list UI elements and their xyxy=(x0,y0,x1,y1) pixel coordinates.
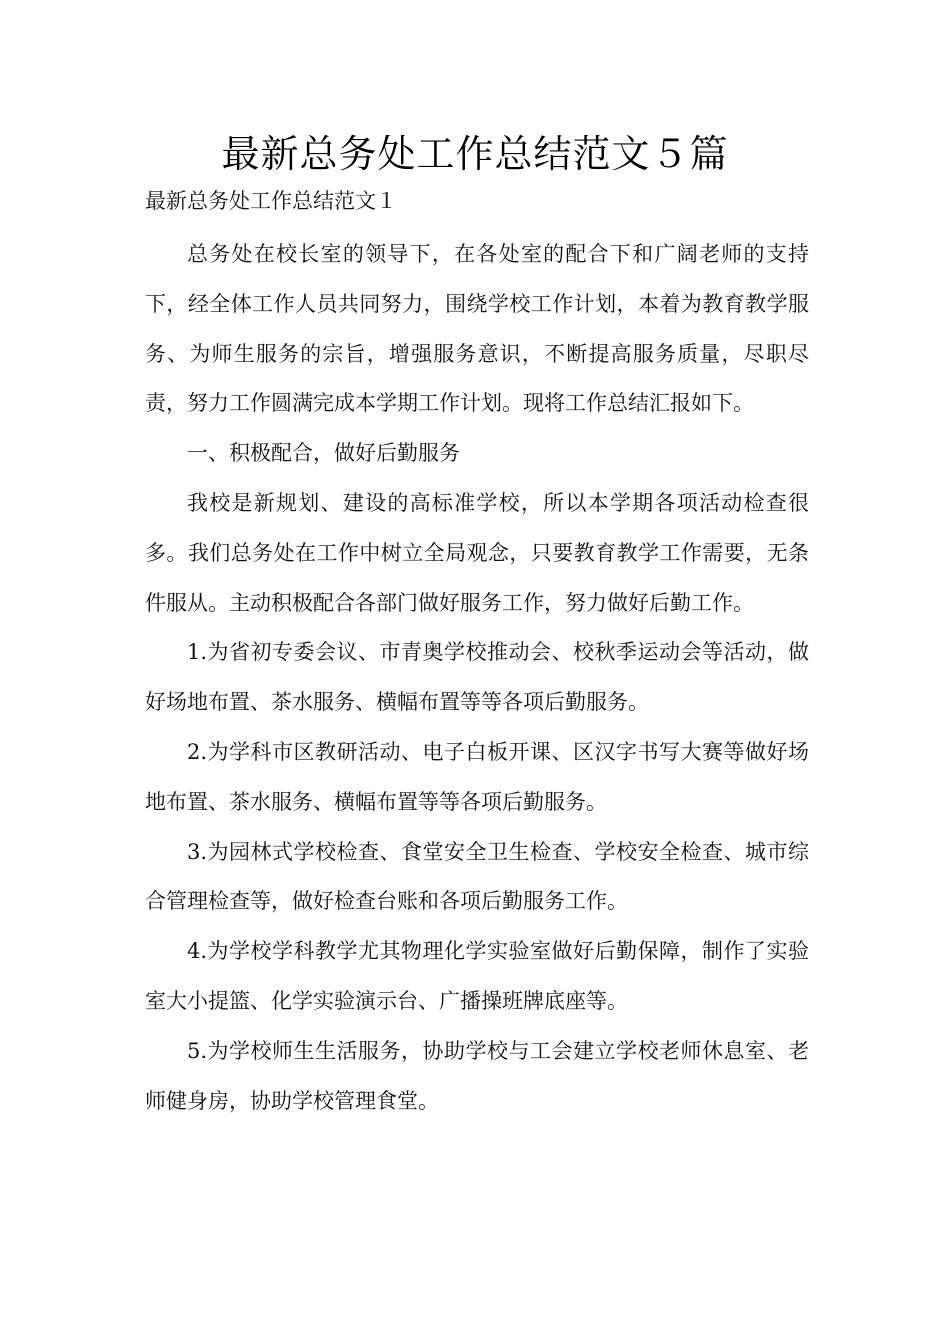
list-item-4: 4.为学校学科教学尤其物理化学实验室做好后勤保障，制作了实验室大小提篮、化学实验演示台、广播操班牌底座等。 xyxy=(145,939,809,1013)
list-item-3: 3.为园林式学校检查、食堂安全卫生检查、学校安全检查、城市综合管理检查等，做好检查台账和各项后勤服务工作。 xyxy=(145,839,809,914)
document-subtitle: 最新总务处工作总结范文１ xyxy=(145,189,397,213)
section-heading: 一、积极配合，做好后勤服务 xyxy=(187,441,460,466)
paragraph-section-intro: 我校是新规划、建设的高标准学校，所以本学期各项活动检查很多。我们总务处在工作中树立全局观念，只要教育教学工作需要，无条件服从。主动积极配合各部门做好服务工作，努力做好后勤工作。 xyxy=(145,490,809,615)
list-item-1: 1.为省初专委会议、市青奥学校推动会、校秋季运动会等活动，做好场地布置、茶水服务、横幅布置等等各项后勤服务。 xyxy=(145,640,809,715)
document-body xyxy=(145,230,809,1126)
list-item-5: 5.为学校师生生活服务，协助学校与工会建立学校老师休息室、老师健身房，协助学校管理食堂。 xyxy=(145,1038,809,1113)
document-title: 最新总务处工作总结范文５篇 xyxy=(221,132,729,176)
list-item-2: 2.为学科市区教研活动、电子白板开课、区汉字书写大赛等做好场地布置、茶水服务、横幅布置等等各项后勤服务。 xyxy=(145,739,809,814)
paragraph-intro: 总务处在校长室的领导下，在各处室的配合下和广阔老师的支持下，经全体工作人员共同努力，围绕学校工作计划，本着为教育教学服务、为师生服务的宗旨，增强服务意识，不断提高服务质量，尽职尽责，努力工作圆满完成本学期工作计划。现将工作总结汇报如下。 xyxy=(145,242,809,416)
